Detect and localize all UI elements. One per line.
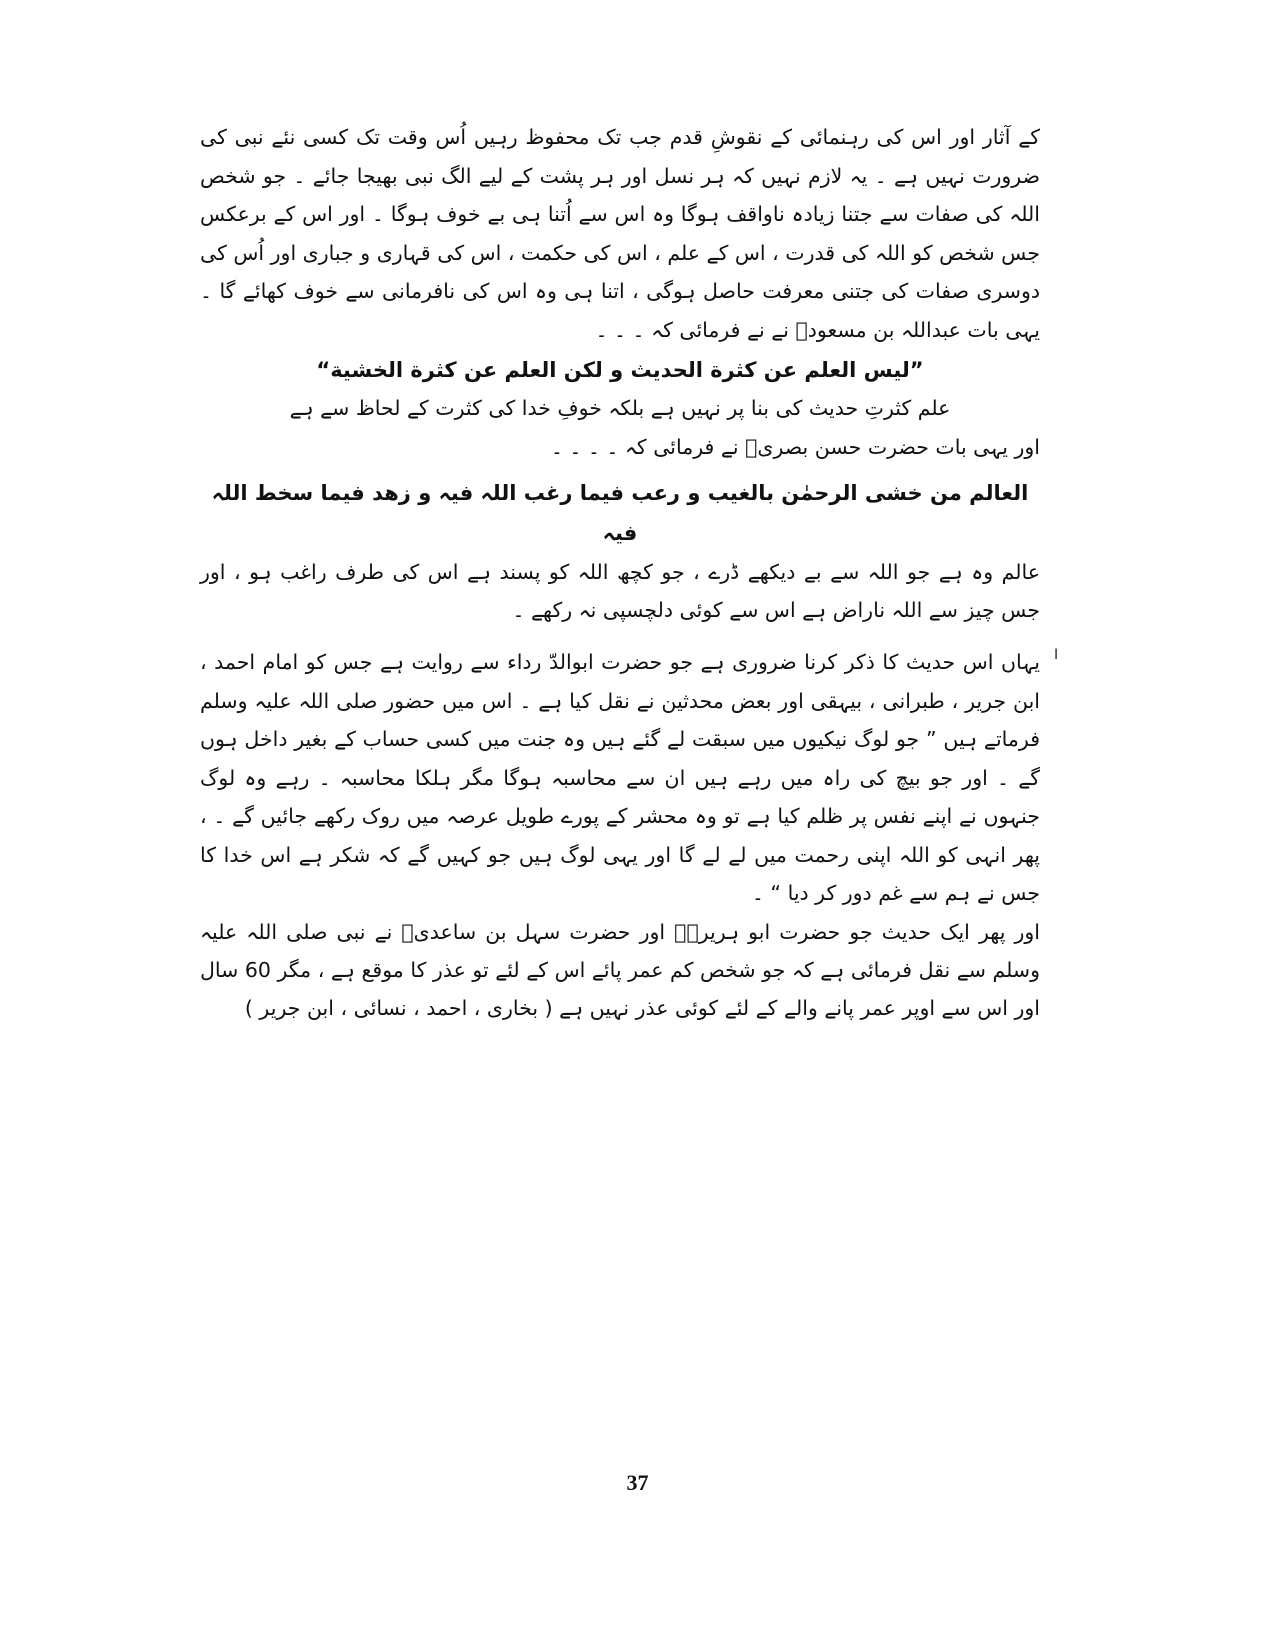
footnote-marker: ا [1054, 647, 1058, 663]
page-number: 37 [626, 1470, 649, 1495]
quote-translation-1: علم کثرتِ حدیث کی بنا پر نہیں ہے بلکہ خوفِ خدا کی کثرت کے لحاظ سے ہے [289, 396, 951, 420]
footnote-block [200, 643, 1058, 913]
paragraph-intro: کے آثار اور اس کی رہنمائی کے نقوشِ قدم جب تک محفوظ رہیں اُس وقت تک کسی نئے نبی کی ضرورت نہیں ہے ۔ یہ لازم نہیں کہ ہر نسل اور ہر پشت کے لیے الگ نبی بھیجا جائے ۔ جو شخص اللہ کی صفات سے جتنا زیادہ ناواقف ہوگا وہ اس سے اُتنا ہی بے خوف ہوگا ۔ اور اس کے برعکس جس شخص کو اللہ کی قدرت ، اس کے علم ، اس کی حکمت ، اس کی قہاری و جباری اور اُس کی دوسری صفات کی جتنی معرفت حاصل ہوگی ، اتنا ہی وہ اس کی نافرمانی سے خوف کھائے گا ۔ یہی بات عبداللہ بن مسعودؓ نے نے فرمائی کہ ۔ ۔ ۔ [200, 125, 1040, 342]
arabic-quote-hasan-basri: العالم من خشی الرحمٰن بالغیب و رعب فیما رغب اللہ فیہ و زھد فیما سخط اللہ فیہ [211, 481, 1029, 545]
arabic-quote-ibn-masud: ”لیس العلم عن کثرة الحدیث و لکن العلم عن کثرة الخشیة“ [316, 358, 924, 382]
footnote-text: یہاں اس حدیث کا ذکر کرنا ضروری ہے جو حضرت ابوالدّ رداء سے روایت ہے جس کو امام احمد ، ابن جریر ، طبرانی ، بیہقی اور بعض محدثین نے نقل کیا ہے ۔ اس میں حضور صلی اللہ علیہ وسلم فرماتے ہیں ” جو لوگ نیکیوں میں سبقت لے گئے ہیں وہ جنت میں کسی حساب کے بغیر داخل ہوں گے ۔ اور جو بیچ کی راہ میں رہے ہیں ان سے محاسبہ ہوگا مگر ہلکا محاسبہ ۔ رہے وہ لوگ جنہوں نے اپنے نفس پر ظلم کیا ہے تو وہ محشر کے پورے طویل عرصہ میں روک رکھے جائیں گے ۔ ، پھر انہی کو اللہ اپنی رحمت میں لے لے گا اور یہی لوگ ہیں جو کہیں گے کہ شکر ہے اس خدا کا جس نے ہم سے غم دور کر دیا “ ۔ [200, 650, 1040, 905]
paragraph-hadith-age: اور پھر ایک حدیث جو حضرت ابو ہریرہؓ اور حضرت سہل بن ساعدیؓ نے نبی صلی اللہ علیہ وسلم سے نقل فرمائی ہے کہ جو شخص کم عمر پائے اس کے لئے تو عذر کا موقع ہے ، مگر 60 سال اور اس سے اوپر عمر پانے والے کے لئے کوئی عذر نہیں ہے ( بخاری ، احمد ، نسائی ، ابن جریر ) [200, 919, 1040, 1020]
quote-translation-2: عالم وہ ہے جو اللہ سے بے دیکھے ڈرے ، جو کچھ اللہ کو پسند ہے اس کی طرف راغب ہو ، اور جس چیز سے اللہ ناراض ہے اس سے کوئی دلچسپی نہ رکھے ۔ [200, 560, 1040, 622]
page-body [200, 118, 1058, 1047]
hasan-basri-intro: اور یہی بات حضرت حسن بصریؒ نے فرمائی کہ ۔ ۔ ۔ ۔ [550, 435, 1040, 459]
